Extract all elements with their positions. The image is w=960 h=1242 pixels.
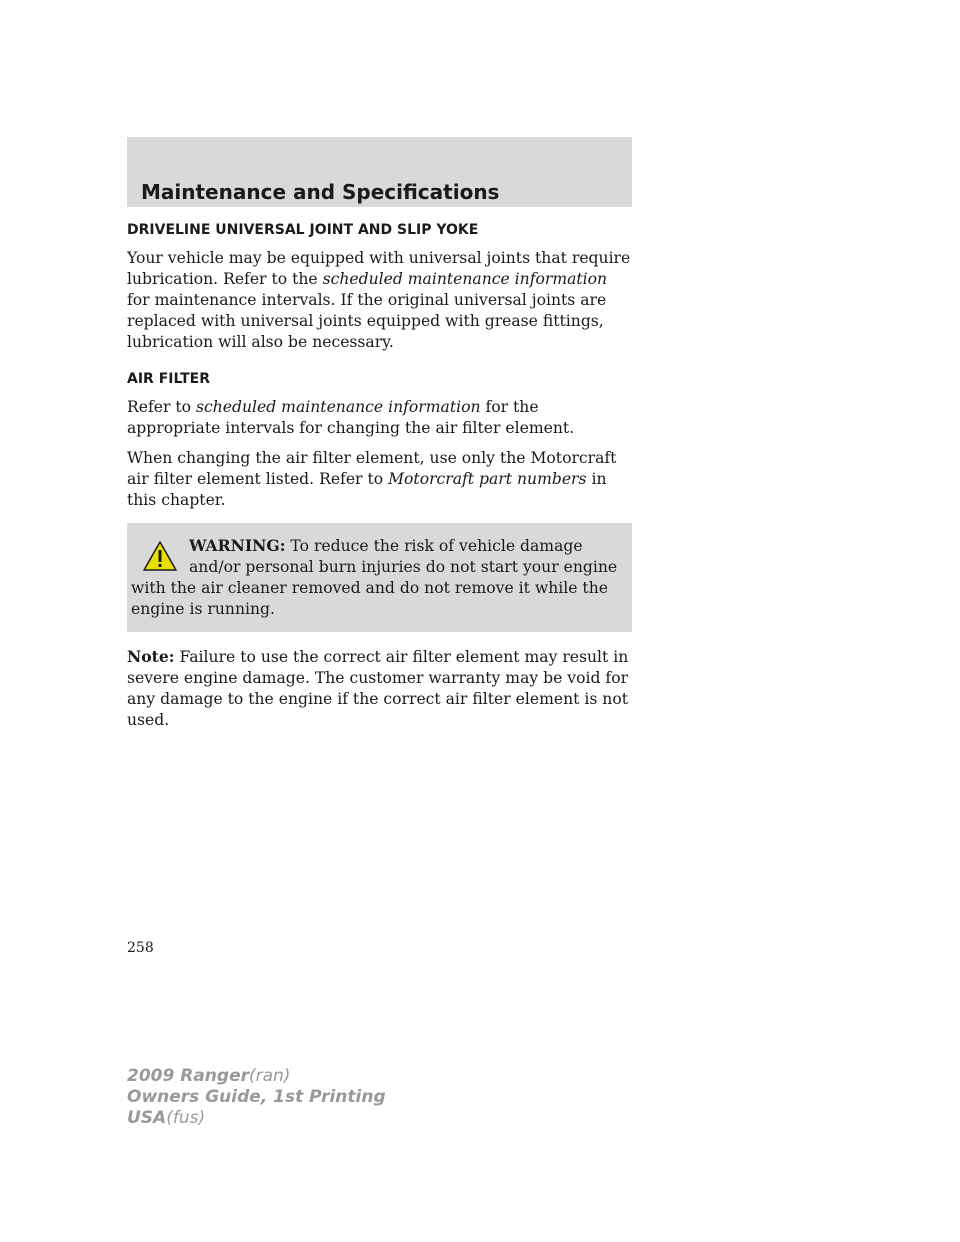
warning-text: WARNING: To reduce the risk of vehicle damage and/or personal burn injuries do not start your engine with the air cleaner removed and do not remove it while the engine is running. (131, 536, 618, 618)
page-number: 258 (127, 940, 154, 956)
footer-imprint: 2009 Ranger(ran) Owners Guide, 1st Printing USA(fus) (127, 1066, 386, 1128)
air-filter-paragraph-1: Refer to scheduled maintenance information for the appropriate intervals for changing the air filter element. (127, 398, 575, 437)
scheduled-maintenance-ref: scheduled maintenance information (196, 398, 481, 416)
chapter-header-band (127, 137, 632, 207)
section-heading-air-filter: AIR FILTER (127, 371, 210, 387)
motorcraft-part-numbers-ref: Motorcraft part numbers (388, 470, 587, 488)
chapter-title: Maintenance and Specifications (141, 180, 500, 204)
air-filter-paragraph-2: When changing the air filter element, use only the Motorcraft air filter element listed. Refer to Motorcraft part numbers in this chapter. (127, 449, 617, 509)
warning-triangle-icon (143, 541, 177, 571)
scheduled-maintenance-ref: scheduled maintenance information (322, 270, 608, 288)
section-heading-driveline: DRIVELINE UNIVERSAL JOINT AND SLIP YOKE (127, 222, 479, 238)
note-paragraph: Note: Failure to use the correct air filter element may result in severe engine damage. The customer warranty may be void for any damage to the engine if the correct air filter element is not used. (127, 647, 629, 729)
warning-label: WARNING: (189, 536, 286, 555)
page-content (127, 220, 632, 740)
driveline-paragraph: Your vehicle may be equipped with universal joints that require lubrication. Refer to the scheduled maintenance information for maintenance intervals. If the original universal joints are replaced with universal joints equipped with grease fittings, lubrication will also be necessary. (127, 249, 631, 351)
warning-box (127, 523, 632, 632)
note-label: Note: (127, 647, 175, 666)
